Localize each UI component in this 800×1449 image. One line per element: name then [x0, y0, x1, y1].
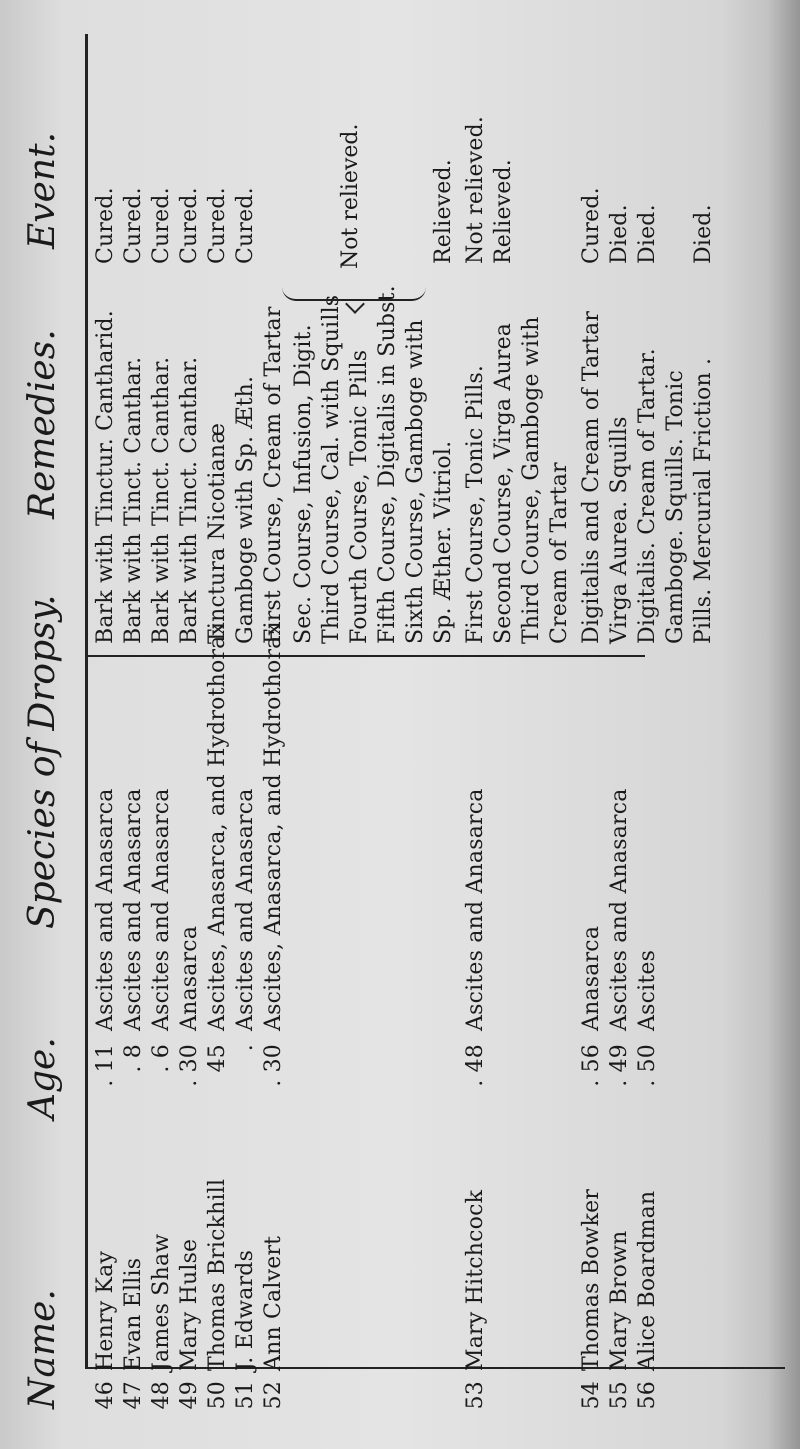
row-age: . 49 — [607, 1044, 632, 1087]
row-num: 55 — [607, 1381, 632, 1410]
row-num: 56 — [635, 1381, 660, 1410]
row-num: 52 — [261, 1381, 286, 1410]
row-remedy: Gamboge. Squills. Tonic — [663, 369, 688, 644]
header-age: Age. — [22, 1037, 63, 1119]
row-age: . 8 — [121, 1044, 146, 1073]
row-name: J. Edwards — [233, 1249, 258, 1371]
row-species: Anasarca — [177, 925, 202, 1031]
row-remedy: Gamboge with Sp. Æth. — [233, 375, 258, 644]
header-event: Event. — [22, 131, 63, 249]
row-remedy: Third Course, Gamboge with — [519, 316, 544, 644]
row-num: 53 — [463, 1381, 488, 1410]
row-age: . 11 — [93, 1044, 118, 1087]
row-age: . 30 — [177, 1044, 202, 1087]
row-species: Ascites and Anasarca — [463, 788, 488, 1031]
row-age: . — [233, 1044, 258, 1052]
row-event: Cured. — [579, 187, 604, 264]
row-remedy: First Course, Tonic Pills. — [463, 364, 488, 644]
row-age: . 6 — [149, 1044, 174, 1073]
header-name: Name. — [22, 1289, 63, 1409]
row-species: Ascites, Anasarca, and Hydrothorax — [261, 622, 286, 1031]
row-num: 46 — [93, 1381, 118, 1410]
row-name: Mary Hulse — [177, 1238, 202, 1371]
row-remedy: Fifth Course, Digitalis in Subst. — [375, 285, 400, 644]
row-event: Relieved. — [491, 158, 516, 264]
row-name: Thomas Brickhill — [205, 1178, 230, 1371]
header-rule — [85, 34, 88, 1369]
row-species: Ascites and Anasarca — [149, 788, 174, 1031]
row-species: Ascites and Anasarca — [93, 788, 118, 1031]
row-remedy: Fourth Course, Tonic Pills — [347, 349, 372, 644]
row-remedy: Digitalis and Cream of Tartar — [579, 310, 604, 644]
row-event: Cured. — [177, 187, 202, 264]
row-species: Ascites and Anasarca — [607, 788, 632, 1031]
row-remedy: Tinctura Nicotianæ — [205, 422, 230, 644]
row-num: 48 — [149, 1381, 174, 1410]
row-remedy: Sixth Course, Gamboge with — [403, 319, 428, 644]
row-name: James Shaw — [149, 1233, 174, 1371]
row-event: Cured. — [149, 187, 174, 264]
row-remedy: Sec. Course, Infusion, Digit. — [291, 324, 316, 644]
row-num: 49 — [177, 1381, 202, 1410]
row-name: Thomas Bowker — [579, 1188, 604, 1371]
row-species: Ascites and Anasarca — [121, 788, 146, 1031]
row-age: . 50 — [635, 1044, 660, 1087]
row-remedy: Third Course, Cal. with Squills — [319, 294, 344, 644]
row-age: . 48 — [463, 1044, 488, 1087]
row-name: Mary Brown — [607, 1230, 632, 1371]
column-rule-remedies — [85, 655, 645, 657]
row-species: Anasarca — [579, 925, 604, 1031]
row-remedy: Bark with Tinctur. Cantharid. — [93, 310, 118, 644]
row-name: Henry Kay — [93, 1250, 118, 1371]
row-event: Cured. — [93, 187, 118, 264]
header-remedies: Remedies. — [22, 329, 63, 519]
row-species: Ascites, Anasarca, and Hydrothorax — [205, 622, 230, 1031]
row-event: Cured. — [121, 187, 146, 264]
row-remedy: Digitalis. Cream of Tartar. — [635, 348, 660, 644]
row-remedy: Virga Aurea. Squills — [607, 416, 632, 644]
row-num: 47 — [121, 1381, 146, 1410]
row-remedy: Bark with Tinct. Canthar. — [149, 356, 174, 644]
row-name: Evan Ellis — [121, 1257, 146, 1371]
row-event: Relieved. — [431, 158, 456, 264]
brace-event-label: Not relieved. — [338, 123, 363, 269]
row-remedy: Cream of Tartar — [547, 462, 572, 644]
row-age: . 30 — [261, 1044, 286, 1087]
row-remedy: Bark with Tinct. Canthar. — [121, 356, 146, 644]
row-event: Cured. — [205, 187, 230, 264]
row-age: . 56 — [579, 1044, 604, 1087]
row-event: Not relieved. — [463, 115, 488, 264]
row-num: 51 — [233, 1381, 258, 1410]
row-name: Alice Boardman — [635, 1190, 660, 1371]
row-species: Ascites and Anasarca — [233, 788, 258, 1031]
row-event: Died. — [607, 204, 632, 264]
row-event: Died. — [691, 204, 716, 264]
row-remedy: Bark with Tinct. Canthar. — [177, 356, 202, 644]
row-num: 50 — [205, 1381, 230, 1410]
row-remedy: First Course, Cream of Tartar — [261, 306, 286, 644]
row-remedy: Second Course, Virga Aurea — [491, 322, 516, 644]
row-event: Cured. — [233, 187, 258, 264]
row-name: Ann Calvert — [261, 1235, 286, 1371]
row-name: Mary Hitchcock — [463, 1189, 488, 1371]
row-num: 54 — [579, 1381, 604, 1410]
row-remedy: Pills. Mercurial Friction . — [691, 357, 716, 644]
row-event: Died. — [635, 204, 660, 264]
row-remedy: Sp. Æther. Vitriol. — [431, 440, 456, 644]
header-species: Species of Dropsy. — [22, 594, 63, 929]
row-species: Ascites — [635, 949, 660, 1031]
row-age: 45 — [205, 1044, 230, 1073]
